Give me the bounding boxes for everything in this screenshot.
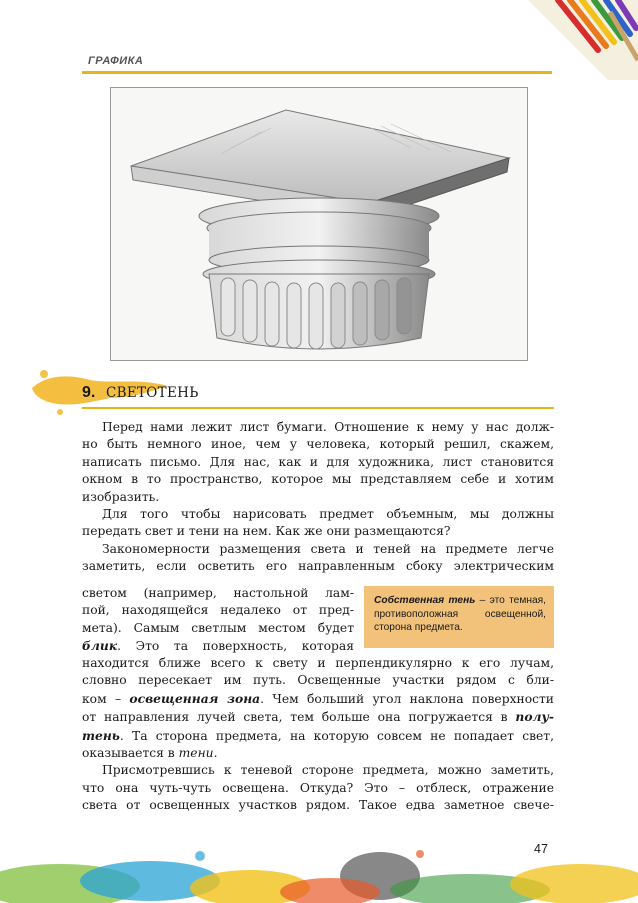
text-line: пой, находящейся недалеко от пред- <box>82 603 354 618</box>
term-shadow: тени <box>178 746 214 761</box>
text-line: ком – освещенная зона. Чем больший угол наклона поверхности <box>82 690 554 706</box>
section-label: ГРАФИКА <box>88 55 144 67</box>
text-line: но быть немного иное, чем у человека, который решил, скажем, <box>82 437 554 452</box>
term-lit-zone: освещенная зона <box>129 690 261 706</box>
capital-illustration <box>110 87 528 361</box>
pencils-decoration <box>498 0 638 80</box>
definition-callout <box>364 586 554 648</box>
text-line: Перед нами лежит лист бумаги. Отношение к нему у нас долж- <box>102 420 554 434</box>
section-title: СВЕТОТЕНЬ <box>106 385 199 401</box>
paint-splash-footer <box>0 826 638 903</box>
text-line: оказывается в тени. <box>82 746 218 761</box>
text-line: что она чуть-чуть освещена. Откуда? Это – отблеск, отражение <box>82 780 554 795</box>
body-text-bottom <box>82 655 554 815</box>
text-line: блик. Это та поверхность, которая <box>82 638 354 654</box>
term-blik: блик <box>82 638 118 654</box>
text-line: заметить, если осветить его направленным сбоку электрическим <box>82 559 554 574</box>
section-rule <box>82 407 554 409</box>
page-number: 47 <box>534 842 548 856</box>
text-line: от направления лучей света, тем больше она погружается в полу- <box>82 709 554 725</box>
text-line: словно пересекает им путь. Освещенные участки рядом с бли- <box>82 673 554 688</box>
callout-line: противоположная освещенной, <box>374 608 546 620</box>
section-number: 9. <box>82 384 96 401</box>
text-line: светом (например, настольной лам- <box>82 586 354 600</box>
text-line: изобразить. <box>82 489 160 504</box>
text-line: Закономерности размещения света и теней на предмете легче <box>102 541 554 556</box>
text-line: Присмотревшись к теневой стороне предмета, можно заметить, <box>102 763 554 778</box>
text-line: тень. Та сторона предмета, на которую совсем не попадает свет, <box>82 727 554 743</box>
body-text-top <box>82 419 554 576</box>
text-line: написать письмо. Для нас, как и для художника, лист становится <box>82 454 554 469</box>
callout-term: Собственная тень <box>374 595 476 606</box>
term-halftone: полу- <box>515 709 554 725</box>
text-line: находится ближе всего к свету и перпендикулярно к его лучам, <box>82 656 554 670</box>
callout-line: сторона предмета. <box>374 622 463 633</box>
body-text-narrow <box>82 585 354 656</box>
text-line: света от освещенных участков рядом. Такое едва заметное свече- <box>82 798 554 813</box>
text-line: мета). Самым светлым местом будет <box>82 620 354 635</box>
callout-line: Собственная тень – это темная, <box>374 595 546 606</box>
text-line: Для того чтобы нарисовать предмет объемным, мы должны <box>102 507 554 522</box>
text-line: окном в то пространство, которое мы представляем себе и хотим <box>82 472 554 487</box>
header-rule <box>82 71 552 74</box>
text-line: передать свет и тени на нем. Как же они размещаются? <box>82 524 451 539</box>
